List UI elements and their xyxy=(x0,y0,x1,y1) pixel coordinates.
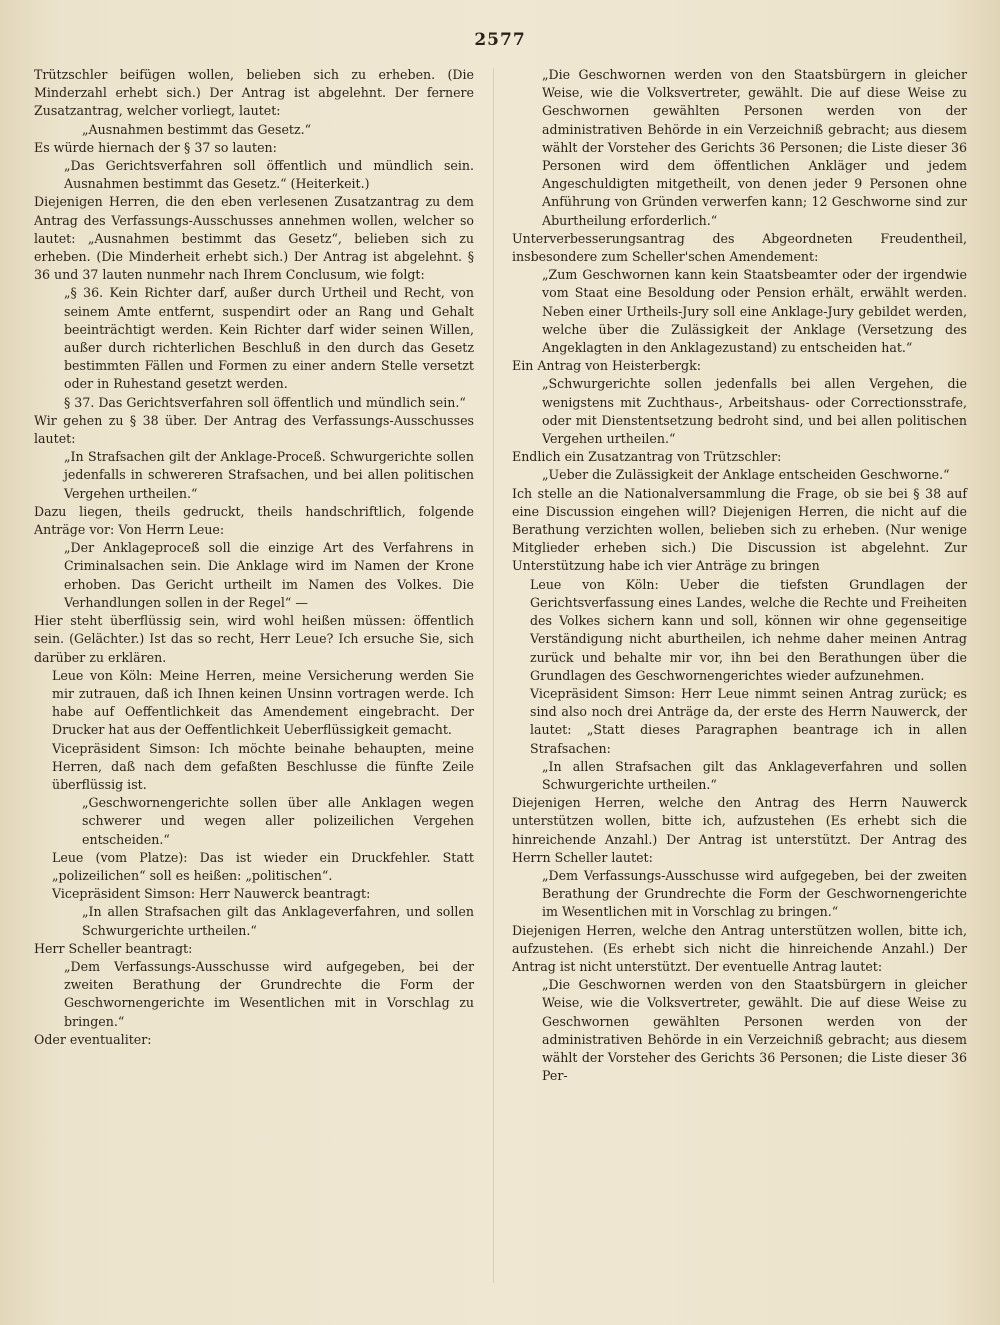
left-paragraph: „In allen Strafsachen gilt das Anklageverfahren, und sollen Schwurgerichte urtheilen.“ xyxy=(82,904,474,938)
left-paragraph: „Ausnahmen bestimmt das Gesetz.“ xyxy=(82,121,312,137)
left-paragraph: Herr Scheller beantragt: xyxy=(34,940,193,956)
left-paragraph: „In Strafsachen gilt der Anklage-Proceß. Schwurgerichte sollen jedenfalls in schwereren Strafsachen, und bei allen politischen Vergehen urtheilen.“ xyxy=(64,449,474,501)
right-paragraph: „Die Geschwornen werden von den Staatsbürgern in gleicher Weise, wie die Volksvertreter, gewählt. Die auf diese Weise zu Geschwornen gewählten Personen werden von der administrativen Behörde in ein Verzeichniß gebracht; aus diesem wählt der Vorsteher des Gerichts 36 Personen; die Liste dieser 36 Per- xyxy=(542,977,967,1084)
left-paragraph: § 37. Das Gerichtsverfahren soll öffentlich und mündlich sein.“ xyxy=(64,394,466,410)
left-paragraph: „Das Gerichtsverfahren soll öffentlich und mündlich sein. Ausnahmen bestimmt das Gesetz.“ (Heiterkeit.) xyxy=(64,158,474,192)
left-paragraph: „Dem Verfassungs-Ausschusse wird aufgegeben, bei der zweiten Berathung der Grundrechte die Form der Geschwornengerichte im Wesentlichen mit in Vorschlag zu bringen.“ xyxy=(64,958,474,1029)
right-paragraph: Leue von Köln: Ueber die tiefsten Grundlagen der Gerichtsverfassung eines Landes, welche die Rechte und Freiheiten des Volkes sichern kann und soll, können wir ohne gegenseitige Verständigung nicht aburtheilen, ich nehme daher meinen Antrag zurück und behalte mir vor, ihn bei den Berathungen über die Grundlagen des Geschwornengerichtes wieder aufzunehmen. xyxy=(530,576,967,683)
right-paragraph: Endlich ein Zusatzantrag von Trützschler: xyxy=(512,449,782,465)
column-gutter xyxy=(493,68,494,1283)
right-column xyxy=(512,66,967,1085)
left-paragraph: Diejenigen Herren, die den eben verlesenen Zusatzantrag zu dem Antrag des Verfassungs-Ausschusses annehmen wollen, welcher so lautet: „Ausnahmen bestimmt das Gesetz“, belieben sich zu erheben. (Die Minderheit erhebt sich.) Der Antrag ist abgelehnt. § 36 und 37 lauten nunmehr nach Ihrem Conclusum, wie folgt: xyxy=(34,194,474,283)
right-paragraph: Ein Antrag von Heisterbergk: xyxy=(512,358,701,374)
right-paragraph: Ich stelle an die Nationalversammlung die Frage, ob sie bei § 38 auf eine Discussion eingehen will? Diejenigen Herren, die nicht auf die Berathung verzichten wollen, belieben sich zu erheben. (Nur wenige Mitglieder erheben sich.) Die Discussion ist abgelehnt. Zur Unterstützung habe ich vier Anträge zu bringen xyxy=(512,485,967,574)
left-paragraph: Leue (vom Platze): Das ist wieder ein Druckfehler. Statt „polizeilichen“ soll es heißen: „politischen“. xyxy=(52,849,474,883)
left-paragraph: „Geschwornengerichte sollen über alle Anklagen wegen schwerer und wegen aller polizeilichen Vergehen entscheiden.“ xyxy=(82,795,474,847)
left-paragraph: Oder eventualiter: xyxy=(34,1031,152,1047)
right-paragraph: Diejenigen Herren, welche den Antrag des Herrn Nauwerck unterstützen wollen, bitte ich, aufzustehen (Es erhebt sich die hinreichende Anzahl.) Der Antrag ist unterstützt. Der Antrag des Herrn Scheller lautet: xyxy=(512,795,967,865)
page-number: 2577 xyxy=(474,30,526,50)
left-paragraph: Hier steht überflüssig sein, wird wohl heißen müssen: öffentlich sein. (Gelächter.) Ist das so recht, Herr Leue? Ich ersuche Sie, sich darüber zu erklären. xyxy=(34,613,474,665)
left-paragraph: Vicepräsident Simson: Ich möchte beinahe behaupten, meine Herren, daß nach dem gefaßten Beschlusse die fünfte Zeile überflüssig ist. xyxy=(52,740,474,792)
left-paragraph: Trützschler beifügen wollen, belieben sich zu erheben. (Die Minderzahl erhebt sich.) Der Antrag ist abgelehnt. Der fernere Zusatzantrag, welcher vorliegt, lautet: xyxy=(34,67,474,119)
right-paragraph: Unterverbesserungsantrag des Abgeordneten Freudentheil, insbesondere zum Scheller'schen Amendement: xyxy=(512,230,967,265)
left-paragraph: Leue von Köln: Meine Herren, meine Versicherung werden Sie mir zutrauen, daß ich Ihnen keinen Unsinn vortragen werde. Ich habe auf Oeffentlichkeit das Amendement eingebracht. Der Drucker hat aus der Oeffentlichkeit Ueberflüssigkeit gemacht. xyxy=(52,667,474,738)
right-paragraph: „Zum Geschwornen kann kein Staatsbeamter oder der irgendwie vom Staat eine Besoldung oder Pension erhält, erwählt werden. Neben einer Urtheils-Jury soll eine Anklage-Jury gebildet werden, welche über die Zulässigkeit der Anklage (Versetzung des Angeklagten in den Anklagezustand) zu entscheiden hat.“ xyxy=(542,267,967,356)
left-paragraph: Wir gehen zu § 38 über. Der Antrag des Verfassungs-Ausschusses lautet: xyxy=(34,412,474,447)
right-paragraph: „In allen Strafsachen gilt das Anklageverfahren und sollen Schwurgerichte urtheilen.“ xyxy=(542,758,967,792)
left-paragraph: „Der Anklageproceß soll die einzige Art des Verfahrens in Criminalsachen sein. Die Anklage wird im Namen der Krone erhoben. Das Gericht urtheilt im Namen des Volkes. Die Verhandlungen sollen in der Regel“ — xyxy=(64,540,474,610)
left-paragraph: Dazu liegen, theils gedruckt, theils handschriftlich, folgende Anträge vor: Von Herrn Leue: xyxy=(34,503,474,538)
right-paragraph: Vicepräsident Simson: Herr Leue nimmt seinen Antrag zurück; es sind also noch drei Anträge da, der erste des Herrn Nauwerck, der lautet: „Statt dieses Paragraphen beantrage ich in allen Strafsachen: xyxy=(530,685,967,756)
left-paragraph: Vicepräsident Simson: Herr Nauwerck beantragt: xyxy=(52,886,371,902)
right-paragraph: „Ueber die Zulässigkeit der Anklage entscheiden Geschworne.“ xyxy=(542,467,950,483)
right-paragraph: „Dem Verfassungs-Ausschusse wird aufgegeben, bei der zweiten Berathung der Grundrechte die Form der Geschwornengerichte im Wesentlichen mit in Vorschlag zu bringen.“ xyxy=(542,867,967,920)
right-paragraph: „Schwurgerichte sollen jedenfalls bei allen Vergehen, die wenigstens mit Zuchthaus-, Arbeitshaus- oder Correctionsstrafe, oder mit Dienstentsetzung bedroht sind, und bei allen politischen Vergehen urtheilen.“ xyxy=(542,376,967,447)
left-paragraph: „§ 36. Kein Richter darf, außer durch Urtheil und Recht, von seinem Amte entfernt, suspendirt oder an Rang und Gehalt beeinträchtigt werden. Kein Richter darf wider seinen Willen, außer durch richterlichen Beschluß in den durch das Gesetz bestimmten Fällen und Formen zu einer andern Stelle versetzt oder in Ruhestand gesetzt werden. xyxy=(64,285,474,392)
right-paragraph: „Die Geschwornen werden von den Staatsbürgern in gleicher Weise, wie die Volksvertreter, gewählt. Die auf diese Weise zu Geschwornen gewählten Personen werden von der administrativen Behörde in ein Verzeichniß gebracht; aus diesem wählt der Vorsteher des Gerichts 36 Personen; die Liste dieser 36 Personen wird dem öffentlichen Ankläger und jedem Angeschuldigten mitgetheilt, von denen jeder 9 Personen ohne Anführung von Gründen verwerfen kann; 12 Geschworne sind zur Aburtheilung erforderlich.“ xyxy=(542,67,967,228)
left-paragraph: Es würde hiernach der § 37 so lauten: xyxy=(34,139,277,155)
left-column xyxy=(34,66,474,1049)
right-paragraph: Diejenigen Herren, welche den Antrag unterstützen wollen, bitte ich, aufzustehen. (Es erhebt sich nicht die hinreichende Anzahl.) Der Antrag ist nicht unterstützt. Der eventuelle Antrag lautet: xyxy=(512,922,967,974)
